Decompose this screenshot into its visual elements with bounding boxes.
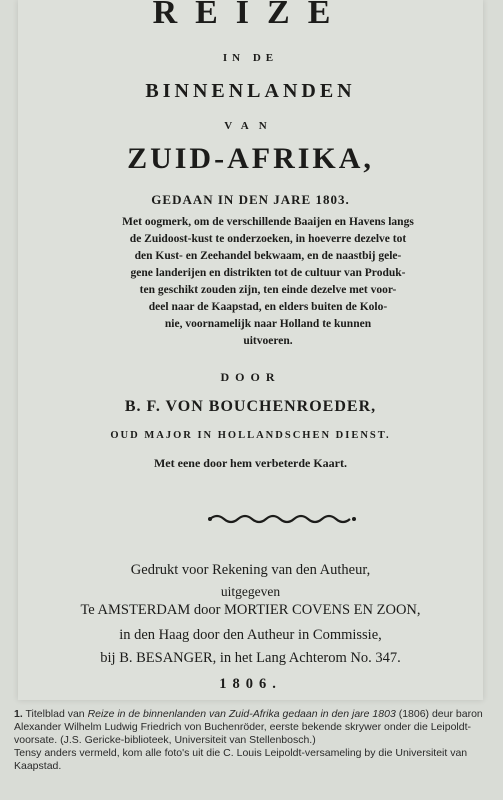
caption-pre: Titelblad van [22, 708, 88, 720]
paragraph-line: nie, voornamelijk naar Holland te kunnen [164, 318, 372, 330]
publication-year: 1806. [219, 676, 282, 692]
paragraph-line: deel naar de Kaapstad, en elders buiten de Kolo- [148, 301, 388, 313]
author-rank: OUD MAJOR IN HOLLANDSCHEN DIENST. [110, 430, 391, 441]
caption-main [14, 708, 496, 747]
paragraph-line: ten geschikt zouden zijn, ten einde dezelve met voor- [139, 284, 397, 296]
door-label: DOOR [220, 370, 281, 384]
title-gedaan: GEDAAN IN DEN JARE 1803. [151, 192, 350, 207]
title-van: VAN [224, 120, 277, 132]
paragraph-line: gene landerijen en distrikten tot de cultuur van Produk- [130, 267, 406, 279]
caption-number: 1. [14, 708, 23, 720]
title-reize: REIZE [152, 0, 349, 31]
figure-caption [14, 708, 496, 773]
paragraph-line: Met oogmerk, om de verschillende Baaijen en Havens langs [122, 216, 414, 228]
publisher-haag: in den Haag door den Autheur in Commissie, [119, 627, 382, 643]
paragraph-line: de Zuidoost-kust te onderzoeken, in hoeverre dezelve tot [129, 233, 407, 245]
caption-italic-title: Reize in de binnenlanden van Zuid-Afrika gedaan in den jare 1803 [87, 708, 396, 720]
caption-post: (1806) deur baron Alexander Wilhelm Ludwig Friedrich von Buchenröder, eerste bekende skrywer onder die Leipoldt-voorsate. (J.S. Gericke-biblioteek, Universiteit van Stellenbosch.) [14, 708, 483, 746]
purpose-paragraph [78, 214, 458, 350]
paragraph-line: den Kust- en Zeehandel bekwaam, en de naastbij gele- [134, 250, 402, 262]
published-label: uitgegeven [220, 584, 281, 599]
paragraph-line: uitvoeren. [243, 335, 293, 347]
author-name: B. F. VON BOUCHENROEDER, [124, 398, 377, 415]
title-zuid-afrika: ZUID-AFRIKA, [127, 142, 374, 175]
publisher-besanger: bij B. BESANGER, in het Lang Achterom No. 347. [100, 650, 401, 666]
map-note: Met eene door hem verbeterde Kaart. [153, 456, 348, 470]
caption-note: Tensy anders vermeld, kom alle foto's uit die C. Louis Leipoldt-versameling by die Universiteit van Kaapstad. [14, 747, 468, 772]
ornament-divider-icon [208, 512, 358, 526]
title-page [18, 0, 483, 700]
publisher-amsterdam: Te AMSTERDAM door MORTIER COVENS EN ZOON, [80, 602, 421, 618]
title-in-de: IN DE [222, 52, 279, 64]
printed-for: Gedrukt voor Rekening van den Autheur, [130, 562, 371, 578]
title-binnenlanden: BINNENLANDEN [145, 80, 356, 102]
